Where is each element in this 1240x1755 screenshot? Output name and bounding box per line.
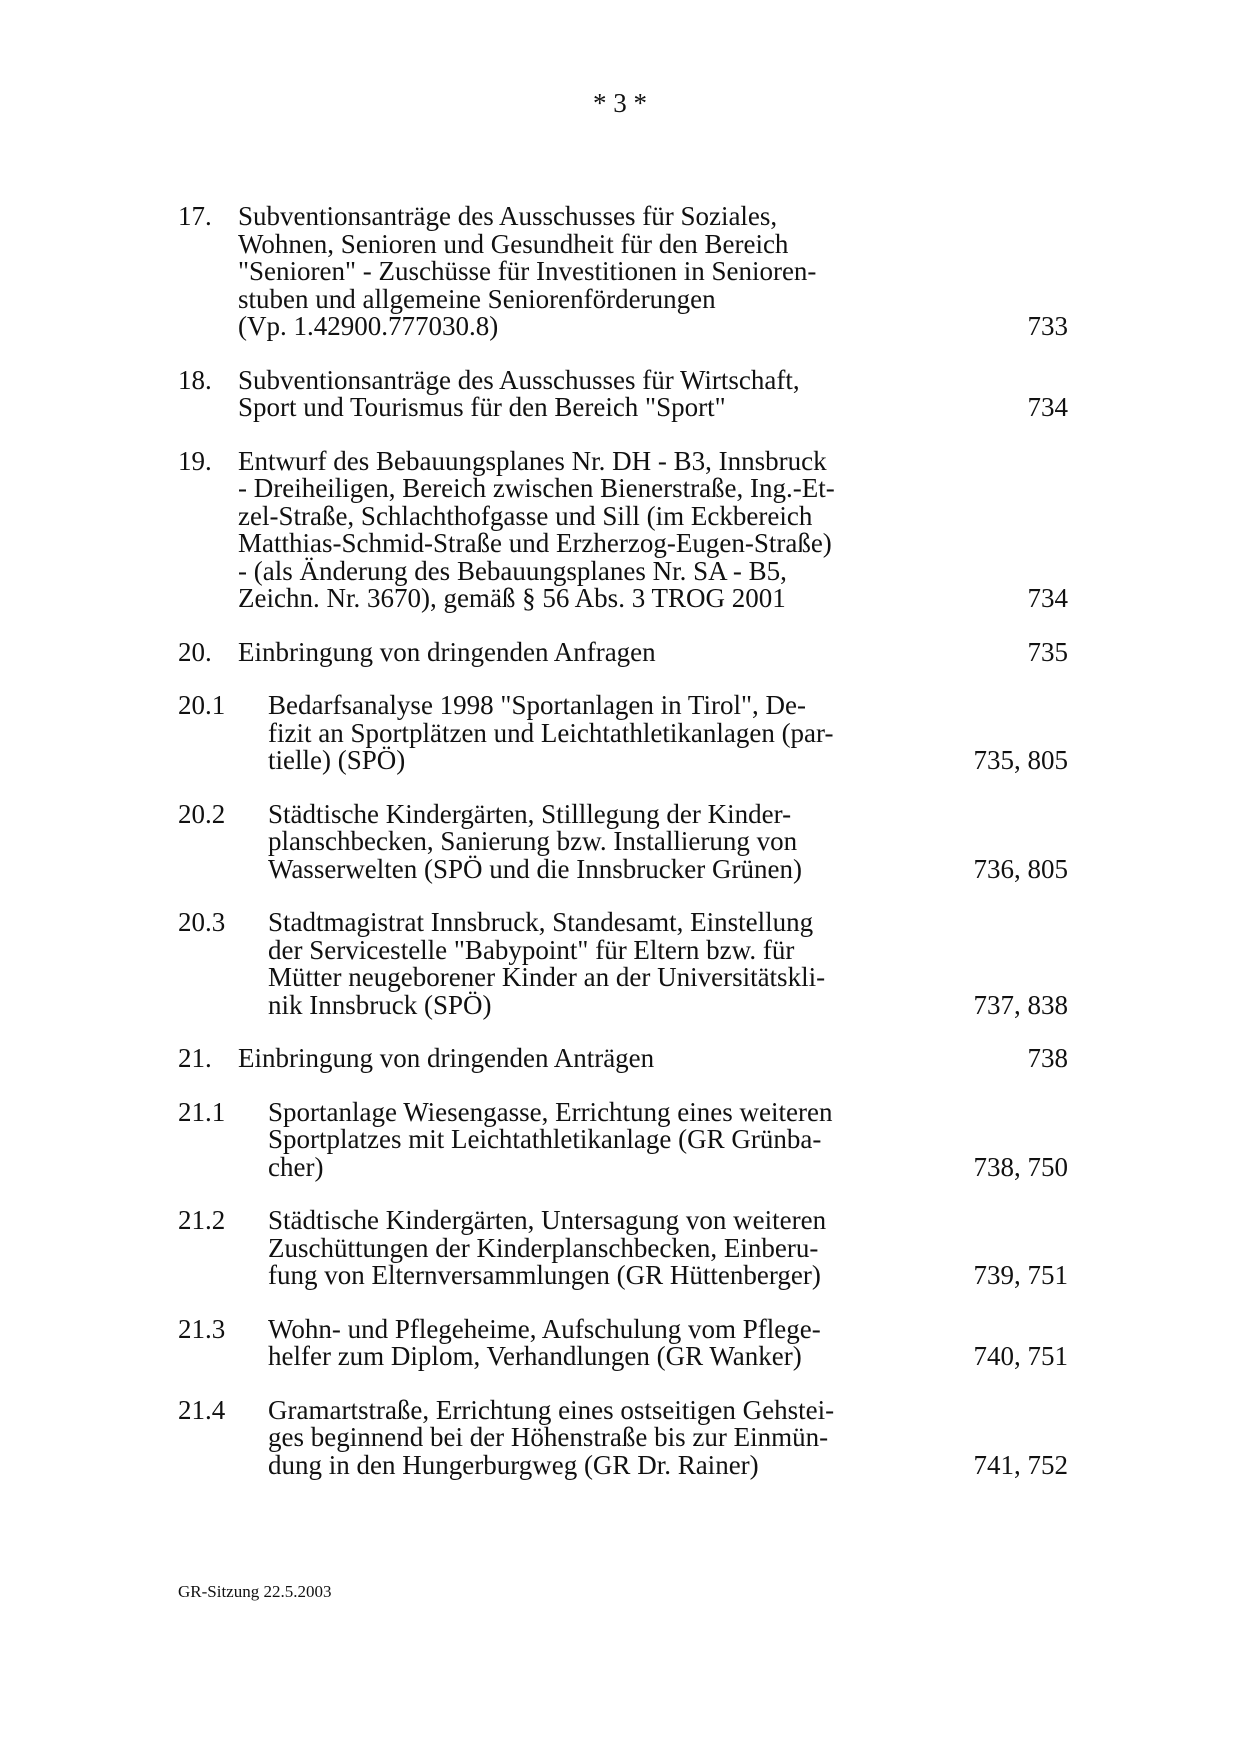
entry-page-reference: 735, 805: [973, 745, 1068, 775]
entry-page-reference: 735: [1027, 636, 1068, 667]
entry-page-reference: 737, 838: [973, 989, 1068, 1020]
entry-page-reference: 739, 751: [973, 1260, 1068, 1290]
entry-number: 21.: [178, 1043, 212, 1073]
entry-title: Städtische Kindergärten, Stilllegung der Kinder- planschbecken, Sanierung bzw. Installierung von Wasserwelten (SPÖ und die Innsbrucker Grünen): [268, 798, 802, 884]
page-number: * 3 *: [593, 88, 647, 118]
table-of-contents: [178, 203, 1068, 1505]
entry-number: 17.: [178, 201, 212, 231]
entry-title: Bedarfsanalyse 1998 "Sportanlagen in Tirol", De- fizit an Sportplätzen und Leichtathletikanlagen (par- tielle) (SPÖ): [268, 690, 834, 775]
toc-entry-21: [178, 1045, 1068, 1073]
entry-title: Stadtmagistrat Innsbruck, Standesamt, Einstellung der Servicestelle "Babypoint" für Eltern bzw. für Mütter neugeborener Kinder an der Universitätskli- nik Innsbruck (SPÖ): [268, 907, 826, 1020]
toc-entry-21-4: [178, 1394, 1068, 1480]
entry-page-reference: 736, 805: [973, 853, 1068, 884]
entry-number: 21.4: [178, 1394, 226, 1425]
entry-number: 20.1: [178, 690, 226, 720]
toc-entry-19: [178, 445, 1068, 613]
entry-number: 19.: [178, 445, 212, 476]
entry-title: Einbringung von dringenden Anfragen: [238, 636, 656, 667]
entry-title: Entwurf des Bebauungsplanes Nr. DH - B3, Innsbruck - Dreiheiligen, Bereich zwischen Bienerstraße, Ing.-Et- zel-Straße, Schlachthofgasse und Sill (im Eckbereich Matthias-Schmid-Straße und Erzherzog-Eugen-Straße) - (als Änderung des Bebauungsplanes Nr. SA - B5, Zeichn. Nr. 3670), gemäß § 56 Abs. 3 TROG 2001: [238, 445, 835, 613]
toc-entry-21-1: [178, 1096, 1068, 1182]
entry-page-reference: 738, 750: [973, 1151, 1068, 1182]
entry-number: 20.3: [178, 907, 226, 937]
toc-entry-21-2: [178, 1207, 1068, 1290]
entry-number: 18.: [178, 364, 212, 395]
entry-number: 21.3: [178, 1313, 226, 1344]
entry-page-reference: 740, 751: [973, 1341, 1068, 1371]
toc-entry-21-3: [178, 1313, 1068, 1371]
toc-entry-20-1: [178, 692, 1068, 775]
toc-entry-20: [178, 636, 1068, 667]
entry-page-reference: 738: [1027, 1043, 1068, 1073]
toc-entry-20-3: [178, 909, 1068, 1019]
entry-page-reference: 734: [1027, 392, 1068, 422]
entry-title: Gramartstraße, Errichtung eines ostseitigen Gehstei- ges beginnend bei der Höhenstraße bis zur Einmün- dung in den Hungerburgweg (GR Dr. Rainer): [268, 1394, 835, 1480]
entry-title: Einbringung von dringenden Anträgen: [238, 1043, 655, 1073]
entry-page-reference: 733: [1027, 311, 1068, 341]
entry-number: 20.2: [178, 798, 226, 829]
toc-entry-20-2: [178, 798, 1068, 884]
entry-page-reference: 734: [1027, 583, 1068, 613]
entry-page-reference: 741, 752: [973, 1449, 1068, 1480]
entry-title: Subventionsanträge des Ausschusses für Wirtschaft, Sport und Tourismus für den Bereich "Sport": [238, 364, 800, 422]
entry-number: 21.1: [178, 1096, 226, 1127]
footer-session-date: GR-Sitzung 22.5.2003: [178, 1582, 332, 1601]
toc-entry-17: [178, 203, 1068, 341]
entry-title: Sportanlage Wiesengasse, Errichtung eines weiteren Sportplatzes mit Leichtathletikanlage (GR Grünba- cher): [268, 1096, 833, 1182]
entry-number: 20.: [178, 636, 212, 667]
entry-number: 21.2: [178, 1205, 226, 1235]
entry-title: Städtische Kindergärten, Untersagung von weiteren Zuschüttungen der Kinderplanschbecken, Einberu- fung von Elternversammlungen (GR Hüttenberger): [268, 1205, 827, 1290]
toc-entry-18: [178, 364, 1068, 422]
entry-title: Wohn- und Pflegeheime, Aufschulung vom Pflege- helfer zum Diplom, Verhandlungen (GR Wanker): [268, 1313, 821, 1371]
entry-title: Subventionsanträge des Ausschusses für Soziales, Wohnen, Senioren und Gesundheit für den Bereich "Senioren" - Zuschüsse für Investitionen in Senioren- stuben und allgemeine Seniorenförderungen (Vp. 1.42900.777030.8): [238, 201, 817, 341]
